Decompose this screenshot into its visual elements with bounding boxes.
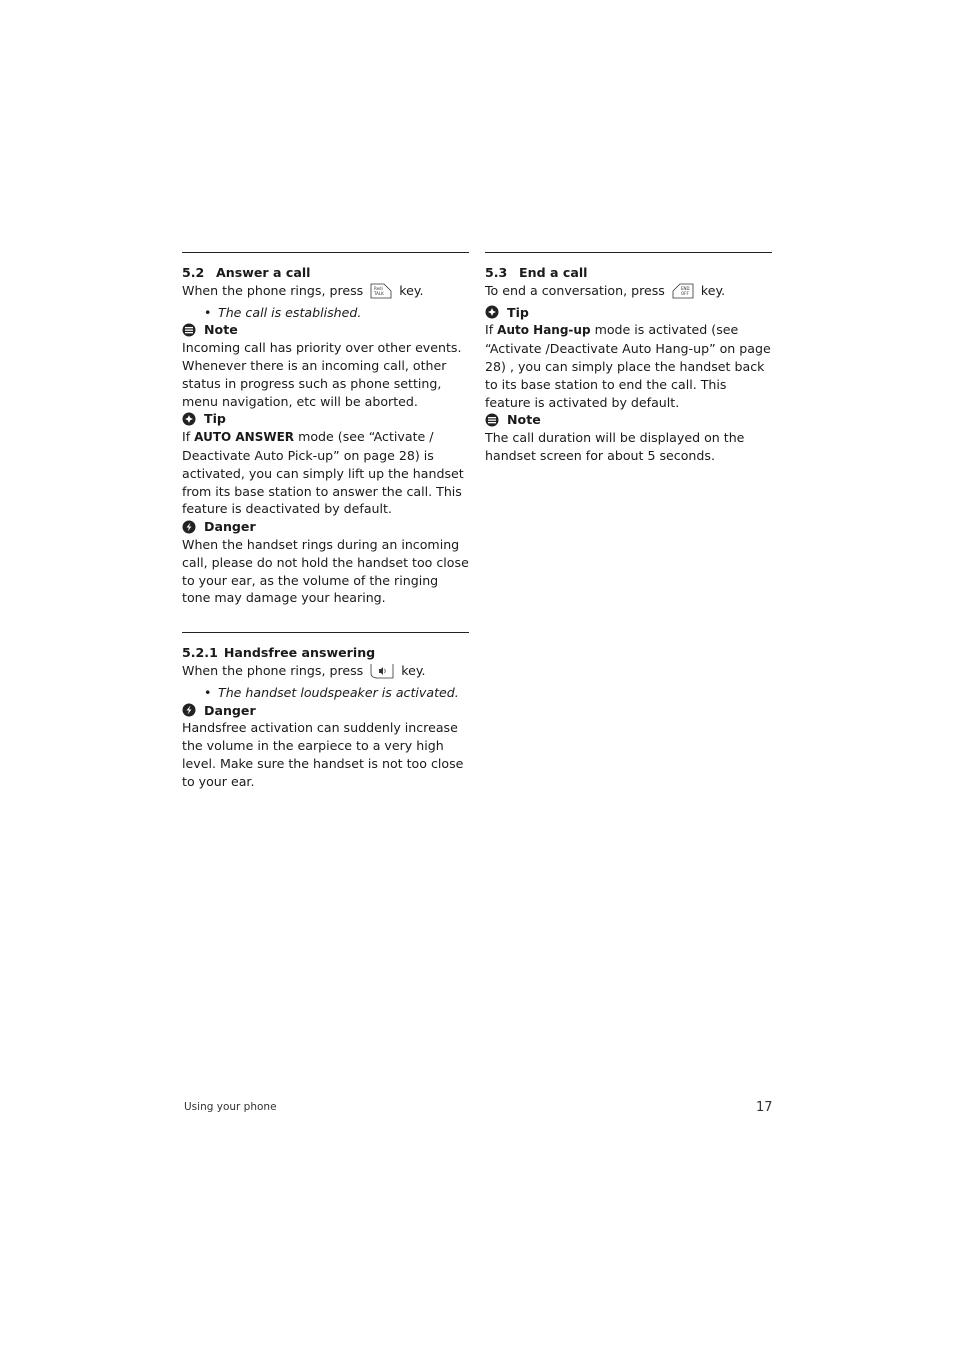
danger-title: Danger [182,518,469,536]
intro-text: To end a conversation, press [485,282,665,298]
section-title: Answer a call [216,265,311,280]
left-column [182,252,469,791]
tip-icon [182,412,196,426]
section-5-2-1 [182,644,469,790]
danger-text: When the handset rings during an incoming call, please do not hold the handset too close to your ear, as the volume of the ringing tone may damage your hearing. [182,536,469,606]
intro-text-end: key. [700,282,726,298]
section-divider [182,632,469,633]
danger-icon [182,703,196,717]
danger-text: Handsfree activation can suddenly increase the volume in the earpiece to a very high level. Make sure the handset is not too close to your ear. [182,720,464,789]
danger-icon [182,520,196,534]
talk-key-icon [370,283,392,304]
intro-text: When the phone rings, press [182,282,364,298]
svg-text:OFF: OFF [680,290,689,296]
footer-chapter: Using your phone [184,1101,277,1113]
intro-paragraph [182,282,469,304]
svg-text:Redi: Redi [374,285,383,291]
section-heading [182,264,469,282]
tip-icon [485,305,499,319]
section-number: 5.2 [182,265,205,280]
tip-title: Tip [485,304,772,322]
section-5-3 [485,264,772,465]
tip-title: Tip [182,410,469,428]
tip-text: If Auto Hang-up mode is activated (see “Activate /Deactivate Auto Hang-up” on page 28) , you can simply place the handset back to its base station to end the call. This feature is activated by default. [485,322,771,410]
section-heading [182,644,469,662]
danger-title: Danger [182,702,469,720]
bullet-text: The handset loudspeaker is activated. [218,684,459,700]
note-icon [485,413,499,427]
section-divider [485,252,772,253]
keyword: AUTO ANSWER [194,430,295,445]
section-number: 5.2.1 [182,645,218,661]
intro-text-end: key. [401,662,426,678]
section-number: 5.3 [485,265,508,280]
section-title: End a call [519,265,588,280]
section-divider [182,252,469,253]
section-5-2 [182,264,469,607]
speaker-key-icon [370,663,394,684]
bullet-text: The call is established. [218,304,362,320]
note-icon [182,323,196,337]
end-key-icon [672,283,694,304]
section-heading [485,264,772,282]
section-title: Handsfree answering [223,645,376,661]
intro-text-end: key. [399,282,424,298]
page-number: 17 [756,1100,773,1115]
tip-text: If AUTO ANSWER mode (see “Activate / Deactivate Auto Pick-up” on page 28) is activated, you can simply lift up the handset from its base station to answer the call. This feature is deactivated by default. [182,429,464,517]
right-column [485,252,772,465]
svg-text:END: END [680,285,690,291]
bullet-item [182,684,469,702]
svg-text:TALK: TALK [374,290,384,296]
intro-paragraph [182,662,469,684]
keyword: Auto Hang-up [497,323,591,338]
intro-paragraph [485,282,772,304]
intro-text: When the phone rings, press [182,662,364,678]
note-title: Note [182,321,469,339]
note-text: Incoming call has priority over other events. Whenever there is an incoming call, other status in progress such as phone setting, menu navigation, etc will be aborted. [182,340,462,409]
note-text: The call duration will be displayed on the handset screen for about 5 seconds. [485,430,745,463]
note-title: Note [485,411,772,429]
bullet-item [182,304,469,322]
